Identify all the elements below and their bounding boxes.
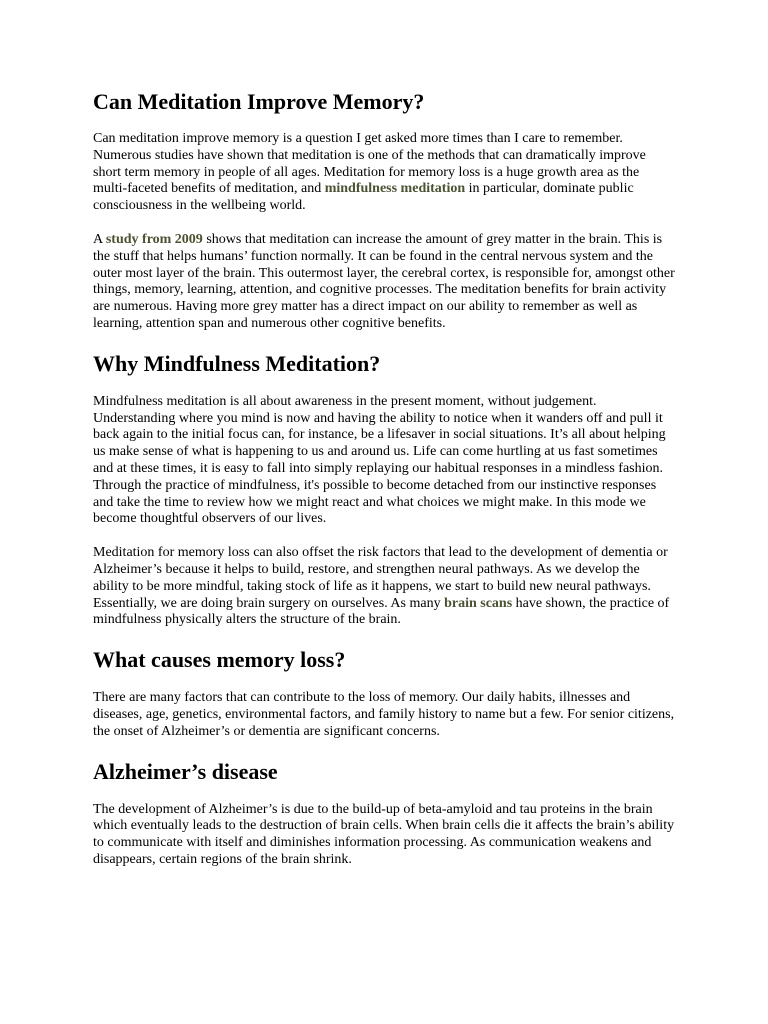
paragraph-text: Can meditation improve memory is a question I get asked more times than I care to remember. Numerous studies have shown that meditation is one of the methods that can dramatically improve short term memory in people of all ages. Meditation for memory loss is a huge growth area as the multi-faceted benefits of meditation, and <box>93 131 646 197</box>
paragraph-text: in particular, dominate public consciousness in the wellbeing world. <box>93 181 634 214</box>
alzheimers-paragraph: The development of Alzheimer’s is due to the build-up of beta-amyloid and tau proteins in the brain which eventually leads to the destruction of brain cells. When brain cells die it affects the brain’s ability to communicate with itself and diminishes information processing. As communication weakens and disappears, certain regions of the brain shrink. <box>93 801 675 867</box>
memory-loss-paragraph: There are many factors that can contribute to the loss of memory. Our daily habits, illnesses and diseases, age, genetics, environmental factors, and family history to name but a few. For senior citizens, the onset of Alzheimer’s or dementia are significant concerns. <box>93 690 675 739</box>
paragraph-text: Meditation for memory loss can also offset the risk factors that lead to the development of dementia or Alzheimer’s because it helps to build, restore, and strengthen neural pathways. As we develop the ability to be more mindful, taking stock of life as it happens, we start to build new neural pathways. Essentially, we are doing brain surgery on ourselves. As many <box>93 545 668 611</box>
paragraph-text: have shown, the practice of mindfulness physically alters the structure of the brain. <box>93 595 670 628</box>
brain-scans-link[interactable]: brain scans <box>444 595 513 611</box>
paragraph-text: A <box>93 231 106 247</box>
mindfulness-meditation-link[interactable]: mindfulness meditation <box>324 181 466 197</box>
section-heading-why-mindfulness: Why Mindfulness Meditation? <box>93 350 381 376</box>
section-heading-memory-loss-causes: What causes memory loss? <box>93 647 346 673</box>
intro-paragraph <box>93 131 675 215</box>
grey-matter-paragraph <box>93 232 675 333</box>
document-page <box>93 84 675 869</box>
study-2009-link[interactable]: study from 2009 <box>105 231 203 247</box>
paragraph-text: shows that meditation can increase the amount of grey matter in the brain. This is the stuff that helps humans’ function normally. It can be found in the central nervous system and the outer most layer of the brain. This outermost layer, the cerebral cortex, is responsible for, amongst other things, memory, learning, attention, and cognitive processes. The meditation benefits for brain activity are numerous. Having more grey matter has a direct impact on our ability to remember as well as learning, attention span and numerous other cognitive benefits. <box>93 231 675 331</box>
mindfulness-paragraph: Mindfulness meditation is all about awareness in the present moment, without judgement. Understanding where you mind is now and having the ability to notice when it wanders off and pull it back again to the initial focus can, for instance, be a lifesaver in social situations. It’s all about helping us make sense of what is happening to us and around us. Life can come hurtling at us fast sometimes and at these times, it is easy to fall into simply replaying our habitual responses in a mindless fashion. Through the practice of mindfulness, it's possible to become detached from our instinctive responses and take the time to review how we might react and what choices we might make. In this mode we become thoughtful observers of our lives. <box>93 393 666 527</box>
neural-pathways-paragraph <box>93 545 675 629</box>
section-heading-alzheimers: Alzheimer’s disease <box>93 758 278 784</box>
page-title: Can Meditation Improve Memory? <box>93 89 425 114</box>
